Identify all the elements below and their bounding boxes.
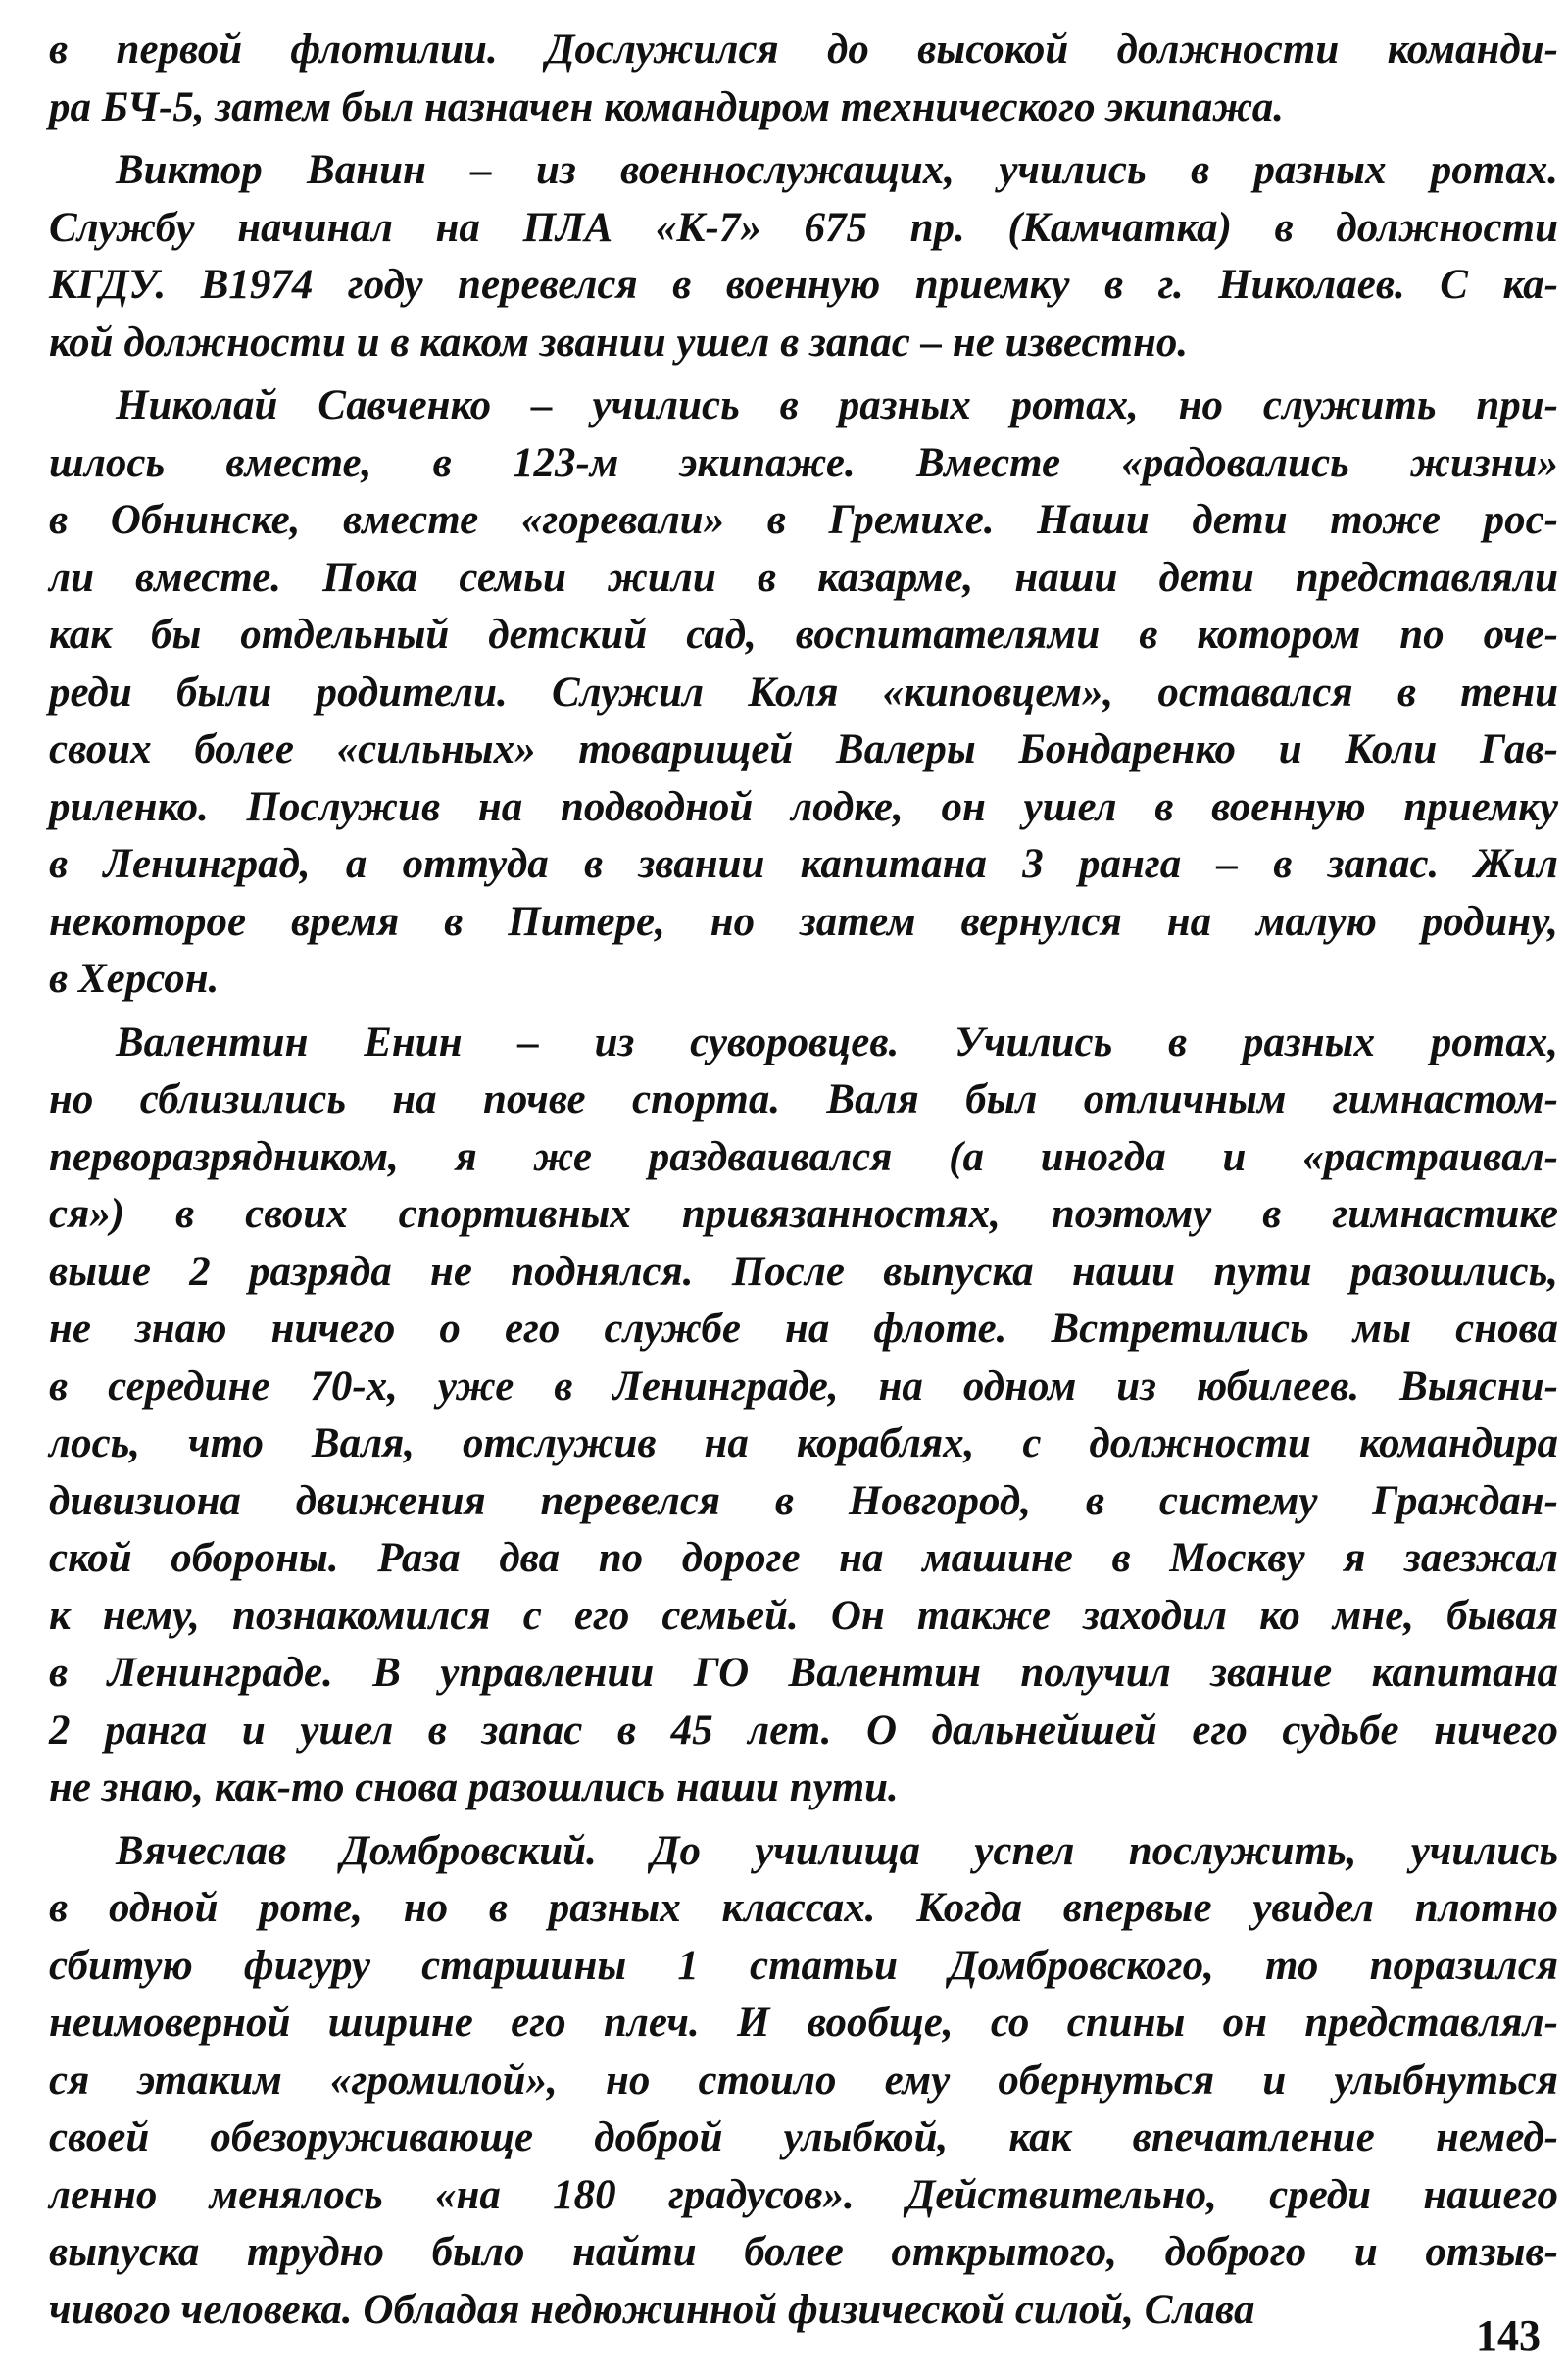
text-line: в первой флотилии. Дослужился до высокой должности команди-	[49, 26, 1558, 73]
paragraph	[49, 142, 1558, 371]
text-line: ся этаким «громилой», но стоило ему обернуться и улыбнуться	[49, 2056, 1558, 2104]
text-line: но сблизились на почве спорта. Валя был отличным гимнастом-	[49, 1076, 1558, 1122]
paragraph	[49, 377, 1558, 1009]
text-line: в одной роте, но в разных классах. Когда впервые увидел плотно	[49, 1885, 1558, 1931]
text-line: выпуска трудно было найти более открытого, доброго и отзыв-	[49, 2229, 1558, 2275]
text-line: сбитую фигуру старшины 1 статьи Домбровского, то поразился	[49, 1942, 1558, 1989]
text-line: не знаю, как-то снова разошлись наши пути.	[49, 1764, 899, 1810]
text-line: Валентин Енин – из суворовцев. Учились в разных ротах,	[116, 1018, 1558, 1065]
book-page	[49, 22, 1558, 2364]
text-line: неимоверной ширине его плеч. И вообще, со спины он представлял-	[49, 2000, 1558, 2046]
text-line: кой должности и в каком звании ушел в запас – не известно.	[49, 319, 1189, 366]
text-line: Службу начинал на ПЛА «К-7» 675 пр. (Камчатка) в должности	[49, 204, 1558, 251]
text-line: в середине 70-х, уже в Ленинграде, на одном из юбилеев. Выясни-	[49, 1362, 1558, 1410]
text-line: шлось вместе, в 123-м экипаже. Вместе «радовались жизни»	[49, 439, 1558, 486]
text-line: к нему, познакомился с его семьей. Он также заходил ко мне, бывая	[49, 1592, 1558, 1639]
text-line: дивизиона движения перевелся в Новгород, в систему Граждан-	[49, 1477, 1558, 1524]
text-line: ской обороны. Раза два по дороге на машине в Москву я заезжал	[49, 1535, 1558, 1581]
text-line: в Обнинске, вместе «горевали» в Гремихе. Наши дети тоже рос-	[49, 497, 1558, 543]
text-line: в Херсон.	[49, 956, 220, 1002]
text-line: некоторое время в Питере, но затем вернулся на малую родину,	[49, 898, 1558, 945]
text-line: как бы отдельный детский сад, воспитателями в котором по оче-	[49, 612, 1558, 658]
page-number: 143	[1476, 2311, 1541, 2359]
text-line: ся») в своих спортивных привязанностях, поэтому в гимнастике	[49, 1191, 1558, 1237]
text-line: Вячеслав Домбровский. До училища успел послужить, учились	[116, 1827, 1558, 1874]
text-line: своей обезоруживающе доброй улыбкой, как впечатление немед-	[49, 2114, 1558, 2160]
text-line: в Ленинград, а оттуда в звании капитана 3 ранга – в запас. Жил	[49, 841, 1558, 887]
text-line: не знаю ничего о его службе на флоте. Встретились мы снова	[49, 1306, 1558, 1352]
text-line: реди были родители. Служил Коля «киповцем», оставался в тени	[49, 669, 1558, 716]
text-line: в Ленинграде. В управлении ГО Валентин получил звание капитана	[49, 1650, 1558, 1696]
text-line: своих более «сильных» товарищей Валеры Бондаренко и Коли Гав-	[49, 726, 1558, 772]
text-line: ра БЧ-5, затем был назначен командиром технического экипажа.	[49, 83, 1285, 130]
text-line: Николай Савченко – учились в разных ротах, но служить при-	[116, 382, 1558, 428]
paragraph	[49, 1015, 1558, 1817]
paragraph	[49, 22, 1558, 136]
text-line: ленно менялось «на 180 градусов». Действительно, среди нашего	[49, 2171, 1558, 2218]
text-line: ли вместе. Пока семьи жили в казарме, наши дети представляли	[49, 554, 1558, 601]
paragraph	[49, 1823, 1558, 2340]
text-line: риленко. Послужив на подводной лодке, он ушел в военную приемку	[49, 783, 1558, 830]
text-body	[49, 22, 1558, 2339]
text-line: выше 2 разряда не поднялся. После выпуска наши пути разошлись,	[49, 1248, 1558, 1295]
text-line: лось, что Валя, отслужив на кораблях, с должности командира	[49, 1420, 1558, 1466]
text-line: Виктор Ванин – из военнослужащих, учились в разных ротах.	[116, 147, 1558, 193]
text-line: КГДУ. В1974 году перевелся в военную приемку в г. Николаев. С ка-	[49, 262, 1558, 308]
text-line: 2 ранга и ушел в запас в 45 лет. О дальнейшей его судьбе ничего	[49, 1707, 1558, 1754]
text-line: чивого человека. Обладая недюжинной физической силой, Слава	[49, 2286, 1255, 2333]
text-line: перворазрядником, я же раздваивался (а иногда и «растраивал-	[49, 1133, 1558, 1180]
